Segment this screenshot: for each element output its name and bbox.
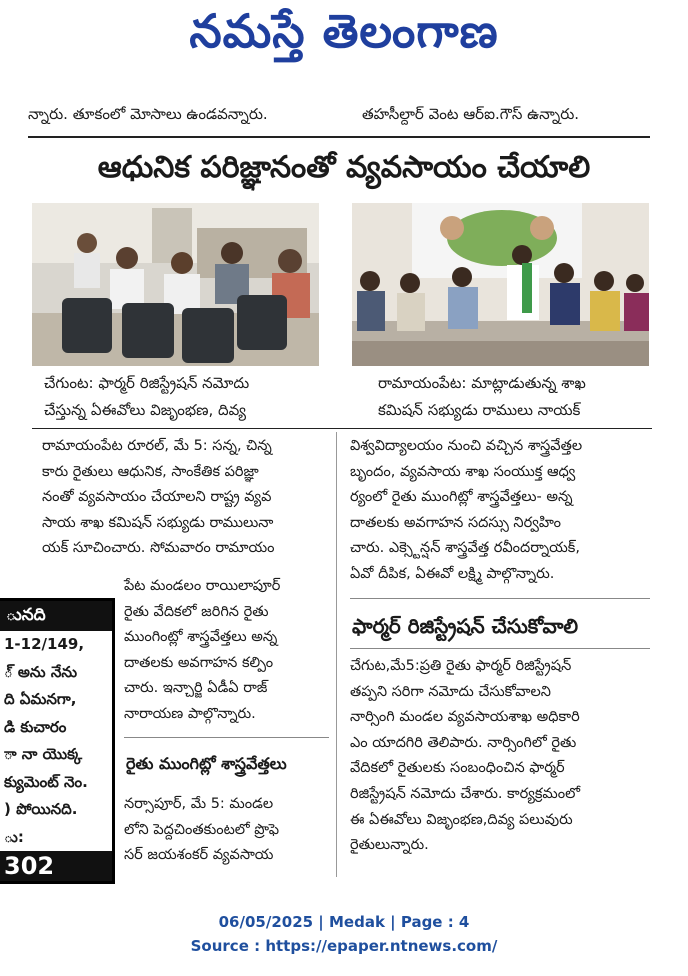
right-article-body xyxy=(350,434,582,588)
text-line: ఈ ఏఈవోలు విజృంభణ,దివ్య పలువురు xyxy=(350,811,573,828)
text-line: సాయ శాఖ కమిషన్ సభ్యుడు రాములునా xyxy=(42,514,274,531)
photo-farmer-registration xyxy=(32,203,319,366)
photo-commission-meeting xyxy=(352,203,649,366)
footer-source-link[interactable]: Source : https://epaper.ntnews.com/ xyxy=(190,937,498,955)
caption-right-line: కమిషన్ సభ్యుడు రాములు నాయక్ xyxy=(378,401,581,419)
caption-left xyxy=(44,370,249,424)
divider xyxy=(350,598,650,599)
ad-heading: ునది xyxy=(0,601,112,631)
ad-line: ్ అను నేను xyxy=(4,662,78,681)
text-line: ఏవో దీపిక, ఏఈవో లక్ష్మి పాల్గొన్నారు. xyxy=(350,565,555,582)
text-line: నంతో వ్యవసాయం చేయాలని రాష్ట్ర వ్యవ xyxy=(42,489,272,506)
divider xyxy=(124,737,329,738)
ad-line: ు: xyxy=(4,827,24,846)
text-line: లోని పెద్దచింతకుంటలో ప్రొఫె xyxy=(124,821,280,838)
right-subarticle-body xyxy=(350,654,580,859)
ad-number: 302 xyxy=(0,851,115,881)
text-line: ఎం యాదగిరి తెలిపారు. నార్సింగిలో రైతు xyxy=(350,734,577,751)
text-line: రిజిస్ట్రేషన్ నమోదు చేశారు. కార్యక్రమంలో xyxy=(350,785,581,802)
text-line: విశ్వవిద్యాలయం నుంచి వచ్చిన శాస్త్రవేత్తల xyxy=(350,438,583,454)
column-divider xyxy=(336,432,337,877)
text-line: ర్యంలో రైతు ముంగిట్లో శాస్త్రవేత్తలు- అన్న xyxy=(350,489,573,506)
caption-right xyxy=(378,370,586,424)
text-line: చేగుట,మే5:ప్రతి రైతు ఫార్మర్ రిజిస్ట్రేషన్ xyxy=(350,658,572,674)
ad-line: డి కుచారం xyxy=(4,717,67,736)
text-line: రైతు వేదికలో జరిగిన రైతు xyxy=(124,603,269,620)
left-article-body xyxy=(42,434,275,562)
text-line: దాతలకు అవగాహన సదస్సు నిర్వహిం xyxy=(350,514,562,531)
newspaper-masthead: నమస్తే తెలంగాణ xyxy=(189,4,499,58)
text-line: కారు రైతులు ఆధునిక, సాంకేతిక పరిజ్ఞా xyxy=(42,463,259,480)
caption-right-line: రామాయంపేట: మాట్లాడుతున్న శాఖ xyxy=(378,374,586,392)
footer-date-edition: 06/05/2025 | Medak | Page : 4 xyxy=(218,913,470,931)
text-line: సర్ జయశంకర్ వ్యవసాయ xyxy=(124,847,274,864)
article-headline: ఆధునిక పరిజ్ఞానంతో వ్యవసాయం చేయాలి xyxy=(97,150,591,185)
text-line: యక్ సూచించారు. సోమవారం రామాయం xyxy=(42,540,275,557)
left-subarticle-body xyxy=(124,792,279,869)
left-article-body-narrow xyxy=(124,574,280,728)
text-line: తప్పని సరిగా నమోదు చేసుకోవాలని xyxy=(350,683,551,700)
text-line: చారు. ఇన్చార్జి ఏడీఏ రాజ్ xyxy=(124,680,268,697)
carryover-text-left: న్నారు. తూకంలో మోసాలు ఉండవన్నారు. xyxy=(28,105,268,123)
ad-line: ది ఏమనగా, xyxy=(4,690,77,708)
caption-left-line: చేగుంట: ఫార్మర్ రిజిస్ట్రేషన్ నమోదు xyxy=(44,374,250,392)
classified-ad-box xyxy=(0,598,115,884)
text-line: ముంగింట్లో శాస్త్రవేత్తలు అన్న xyxy=(124,629,278,646)
text-line: రామాయంపేట రూరల్, మే 5: సన్న, చిన్న xyxy=(42,438,272,454)
text-line: నర్సాపూర్, మే 5: మండల xyxy=(124,796,274,812)
divider xyxy=(350,648,650,649)
divider xyxy=(32,428,652,429)
text-line: బృందం, వ్యవసాయ శాఖ సంయుక్త ఆధ్వ xyxy=(350,463,576,480)
text-line: పేట మండలం రాయిలాపూర్ xyxy=(124,578,281,594)
text-line: నారాయణ పాల్గొన్నారు. xyxy=(124,705,256,722)
text-line: రైతులున్నారు. xyxy=(350,837,429,854)
caption-left-line: చేస్తున్న ఏఈవోలు విజృంభణ, దివ్య xyxy=(44,401,247,419)
text-line: చారు. ఎక్స్టెన్షన్ శాస్త్రవేత్త రవీందర్నాయక్, xyxy=(350,540,580,557)
divider xyxy=(28,136,650,138)
text-line: వేదికలో రైతులకు సంబంధించిన ఫార్మర్ xyxy=(350,760,565,777)
left-subheading: రైతు ముంగిట్లో శాస్త్రవేత్తలు xyxy=(126,754,287,773)
ad-line: క్యుమెంట్ నెం. xyxy=(4,772,88,791)
ad-line: 1-12/149, xyxy=(4,635,85,653)
text-line: దాతలకు అవగాహన కల్పిం xyxy=(124,654,274,671)
ad-line: ) పోయినది. xyxy=(4,800,78,818)
ad-line: ా నా యొక్క xyxy=(4,745,83,763)
right-subheading: ఫార్మర్ రిజిస్ట్రేషన్ చేసుకోవాలి xyxy=(352,614,579,638)
carryover-text-right: తహసీల్దార్ వెంట ఆర్ఐ.గౌస్ ఉన్నారు. xyxy=(362,105,580,123)
text-line: నార్సింగి మండల వ్యవసాయశాఖ అధికారి xyxy=(350,709,580,726)
